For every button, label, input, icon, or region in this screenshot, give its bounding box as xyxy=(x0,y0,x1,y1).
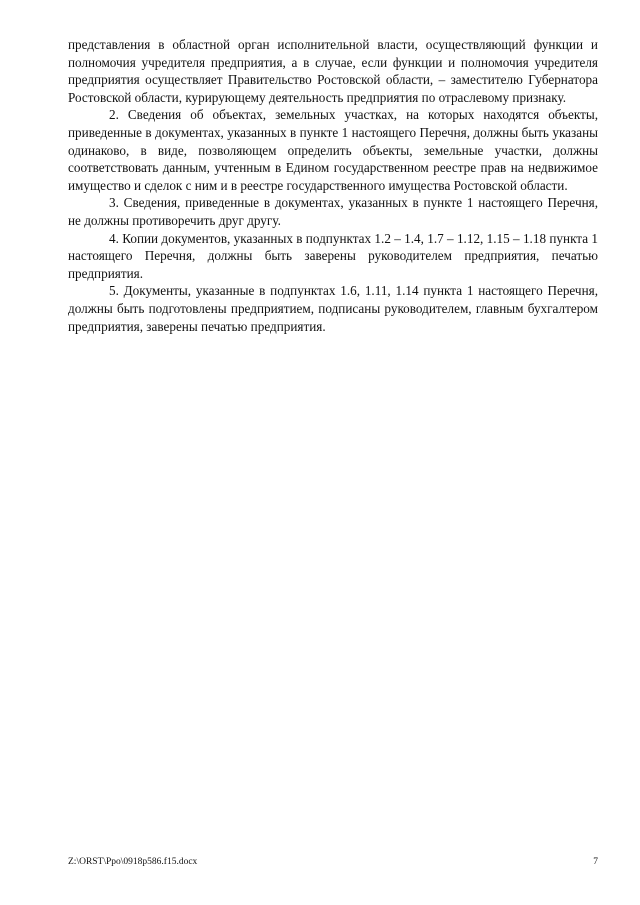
paragraph-item-2: 2. Сведения об объектах, земельных участках, на которых находятся объекты, приведенные в документах, указанных в пункте 1 настоящего Перечня, должны быть указаны одинаково, в виде, позволяющем определить объекты, земельные участки, должны соответствовать данным, учтенным в Едином государственном реестре прав на недвижимое имущество и сделок с ним и в реестре государственного имущества Ростовской области. xyxy=(68,107,598,193)
paragraph-item-4: 4. Копии документов, указанных в подпунктах 1.2 – 1.4, 1.7 – 1.12, 1.15 – 1.18 пункта 1 настоящего Перечня, должны быть заверены руководителем предприятия, печатью предприятия. xyxy=(68,230,598,281)
footer-file-path: Z:\ORST\Ppo\0918p586.f15.docx xyxy=(68,857,198,867)
paragraph-continuation: представления в областной орган исполнительной власти, осуществляющий функции и полномочия учредителя предприятия, а в случае, если функции и полномочия учредителя предприятия осуществляет Правительство Ростовской области, – заместителю Губернатора Ростовской области, курирующему деятельность предприятия по отраслевому признаку. xyxy=(68,37,598,105)
page-number: 7 xyxy=(593,857,598,867)
page-footer xyxy=(68,855,598,869)
paragraph-item-5: 5. Документы, указанные в подпунктах 1.6, 1.11, 1.14 пункта 1 настоящего Перечня, должны быть подготовлены предприятием, подписаны руководителем, главным бухгалтером предприятия, заверены печатью предприятия. xyxy=(68,283,598,334)
paragraph-item-3: 3. Сведения, приведенные в документах, указанных в пункте 1 настоящего Перечня, не должны противоречить друг другу. xyxy=(68,195,598,228)
document-body xyxy=(68,36,598,335)
